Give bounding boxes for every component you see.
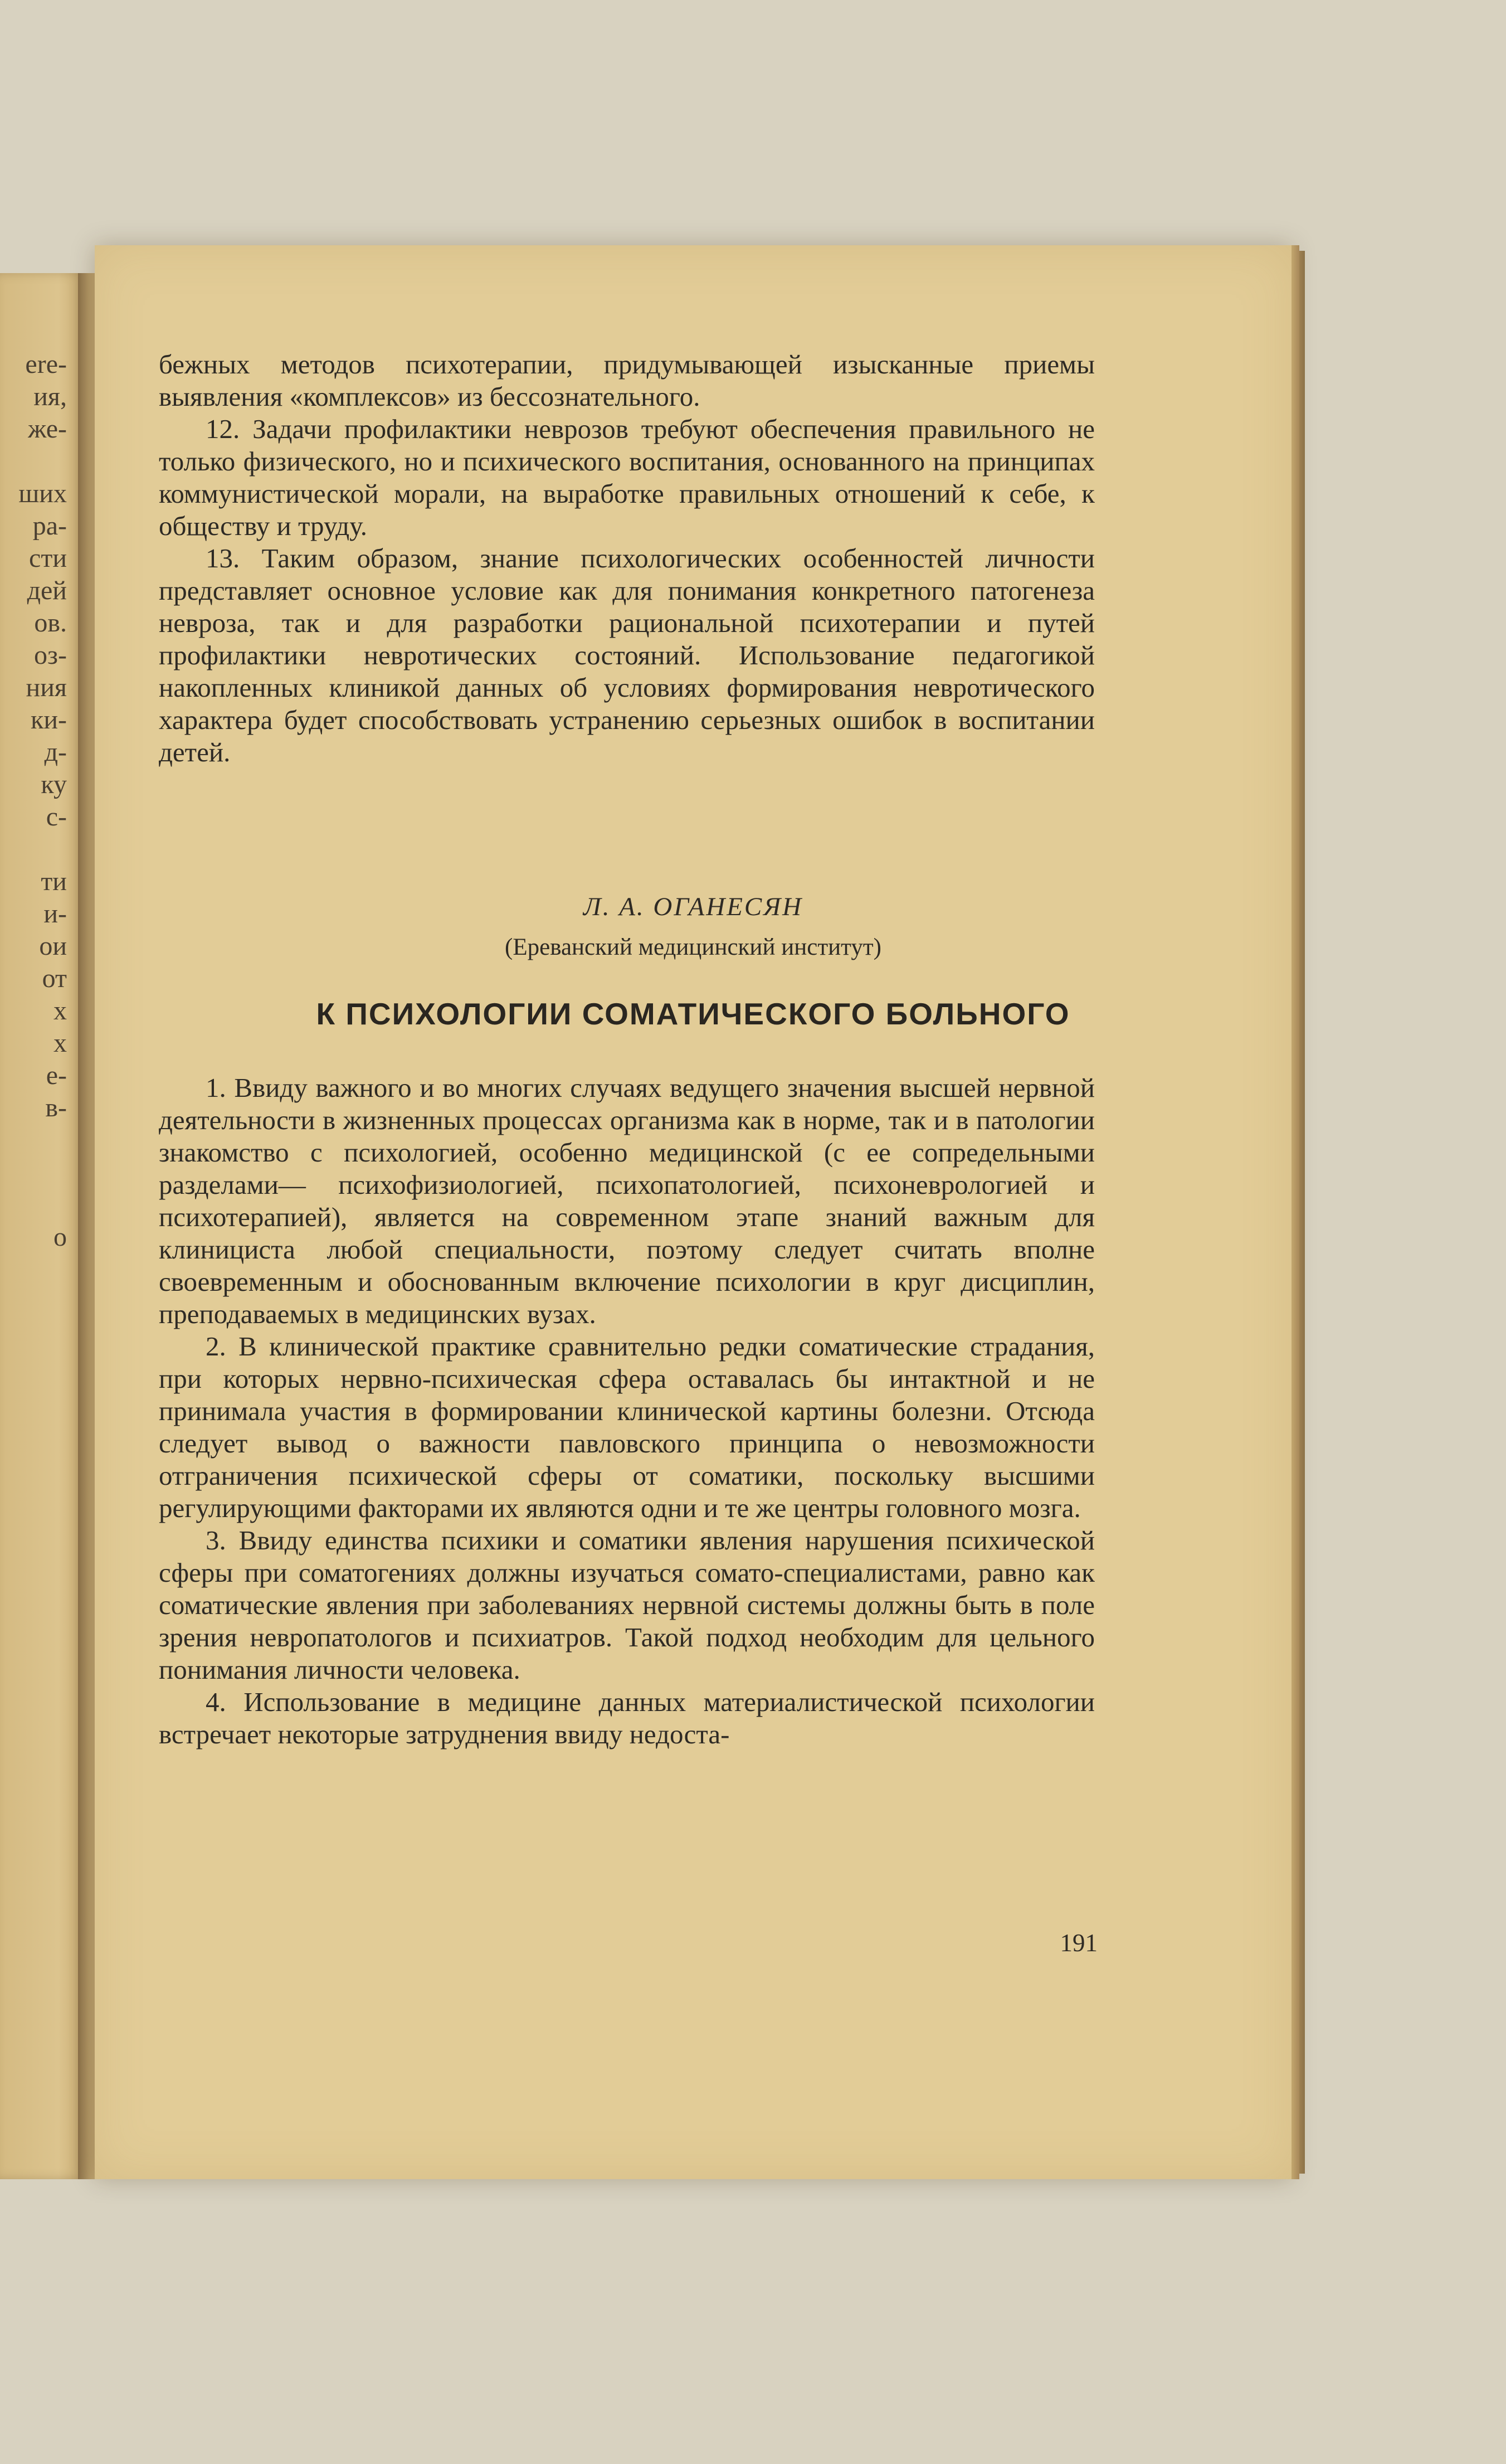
- left-page-fragment: о: [53, 1222, 67, 1252]
- left-page-fragment: ия,: [33, 382, 67, 411]
- left-page-fragment: ов.: [34, 608, 67, 638]
- article-institution: (Ереванский медицинский институт): [505, 934, 881, 960]
- left-page-fragment: ки-: [31, 705, 67, 735]
- article-author: Л. А. ОГАНЕСЯН: [583, 892, 803, 921]
- continuation-paragraph: бежных методов психотерапии, придумывающей изысканные приемы выявления «комплексов» из бессознательного.: [159, 349, 1095, 412]
- article-paragraph-4: 4. Использование в медицине данных материалистической психологии встречает некоторые затруднения ввиду недоста-: [159, 1687, 1095, 1749]
- article-paragraph-2: 2. В клинической практике сравнительно редки соматические страдания, при которых нервно-психическая сфера оставалась бы интактной и не принимала участия в формировании клинической картины болезни. Отсюда следует вывод о важности павловского принципа о невозможности отграничения психической сферы от соматики, поскольку высшими регулирующими факторами их являются одни и те же центры головного мозга.: [159, 1331, 1095, 1523]
- article-title: К ПСИХОЛОГИИ СОМАТИЧЕСКОГО БОЛЬНОГО: [316, 997, 1070, 1031]
- item-12-paragraph: 12. Задачи профилактики неврозов требуют обеспечения правильного не только физического, но и психического воспитания, основанного на принципах коммунистической морали, на выработке правильных отношений к себе, к обществу и труду.: [159, 414, 1095, 541]
- left-page-fragment: ои: [39, 931, 67, 961]
- left-page-fragment: от: [42, 964, 67, 993]
- left-page-fragment: ти: [41, 867, 67, 896]
- left-page-fragment: сти: [29, 543, 67, 573]
- page-stack-edge-outer: [1299, 251, 1305, 2174]
- left-page-fragment: ния: [26, 673, 67, 702]
- left-page-fragment: в-: [45, 1093, 67, 1122]
- left-page-fragment: х: [53, 1028, 67, 1058]
- left-page-edge: [0, 273, 84, 2179]
- left-page-fragment: ere-: [25, 349, 67, 379]
- page-stack-edge: [1291, 245, 1299, 2179]
- left-page-fragment: же-: [28, 414, 67, 444]
- left-page-fragment: ших: [18, 479, 67, 508]
- left-page-fragment: с-: [46, 802, 67, 832]
- page-number: 191: [1060, 1929, 1098, 1957]
- left-page-fragment: оз-: [34, 640, 67, 670]
- article-paragraph-3: 3. Ввиду единства психики и соматики явления нарушения психической сферы при соматогениях должны изучаться сомато-специалистами, равно как соматические явления при заболеваниях нервной системы должны быть в поле зрения невропатологов и психиатров. Такой подход необходим для цельного понимания личности человека.: [159, 1525, 1095, 1685]
- left-page-fragment: е-: [46, 1061, 67, 1090]
- left-page-fragment: и-: [43, 899, 67, 929]
- left-page-fragment: дей: [27, 576, 67, 605]
- left-page-fragment: ку: [41, 770, 67, 799]
- item-13-paragraph: 13. Таким образом, знание психологических особенностей личности представляет основное условие как для понимания конкретного патогенеза невроза, так и для разработки рациональной психотерапии и путей профилактики невротических состояний. Использование педагогикой накопленных клиникой данных об условиях формирования невротического характера будет способствовать устранению серьезных ошибок в воспитании детей.: [159, 543, 1095, 767]
- left-page-fragment: ра-: [32, 511, 67, 541]
- left-page-fragment: д-: [44, 737, 67, 767]
- article-paragraph-1: 1. Ввиду важного и во многих случаях ведущего значения высшей нервной деятельности в жизненных процессах организма как в норме, так и в патологии знакомство с психологией, особенно медицинской (с ее сопредельными разделами— психофизиологией, психопатологией, психоневрологией и психотерапией), является на современном этапе знаний важным для клинициста любой специальности, поэтому следует считать вполне своевременным и обоснованным включение психологии в круг дисциплин, преподаваемых в медицинских вузах.: [159, 1072, 1095, 1329]
- article-body: [159, 1072, 1095, 1751]
- continuation-text: [159, 348, 1095, 769]
- left-page-fragment: х: [53, 996, 67, 1026]
